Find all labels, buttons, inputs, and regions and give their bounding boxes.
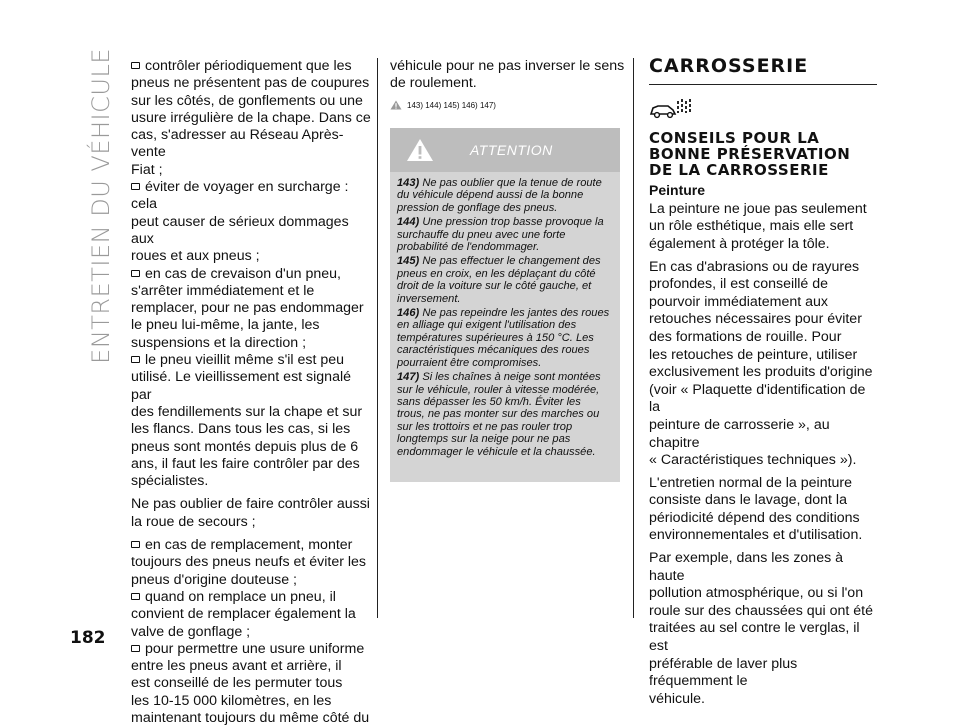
- text-line: exclusivement les produits d'origine: [649, 364, 873, 381]
- text-line: [131, 456, 371, 473]
- text-line: [131, 248, 371, 265]
- text-line: retouches nécessaires pour éviter: [649, 311, 862, 328]
- line-text: utilisé. Le vieillissement est signalé par: [131, 369, 352, 403]
- line-text: suspensions et la direction ;: [131, 334, 307, 351]
- line-text: roues et aux pneus ;: [131, 248, 260, 265]
- text-line: [131, 369, 371, 404]
- text-line: En cas d'abrasions ou de rayures: [649, 258, 860, 275]
- bullet-line: [131, 537, 371, 554]
- line-text: éviter de voyager en surcharge : cela: [131, 179, 349, 213]
- paragraph: [649, 475, 877, 545]
- text-column-1: [131, 58, 371, 727]
- text-line: [131, 93, 371, 110]
- text-line: [131, 214, 371, 249]
- line-text: convient de remplacer également la: [131, 606, 356, 623]
- text-line: consiste dans le lavage, dont la: [649, 492, 847, 509]
- text-line: [131, 675, 371, 692]
- line-text: les flancs. Dans tous les cas, si les: [131, 421, 351, 438]
- car-wash-icon: [649, 97, 695, 119]
- text-line: (voir « Plaquette d'identification de la: [649, 381, 866, 416]
- line-text: Ne pas oublier de faire contrôler aussi: [131, 496, 370, 513]
- attention-item: [397, 177, 610, 214]
- text-line: roule sur des chaussées qui ont été: [649, 602, 873, 619]
- text-line: véhicule.: [649, 690, 705, 707]
- bullet-box-icon: [131, 62, 140, 69]
- heading-peinture: Peinture: [649, 182, 706, 199]
- text-line: également à protéger la tôle.: [649, 235, 830, 252]
- attention-item: [397, 216, 610, 253]
- column-divider: [633, 58, 634, 618]
- text-line: peinture de carrosserie », au chapitre: [649, 416, 830, 451]
- text-line: La peinture ne joue pas seulement: [649, 200, 867, 217]
- bullet-line: [131, 352, 371, 369]
- attention-item-text: Ne pas effectuer le changement des pneus en croix, en les déplaçant du côté droit de la voiture sur le côté gauche, et inversement.: [397, 255, 601, 305]
- text-line: [131, 710, 371, 727]
- attention-item-text: Ne pas oublier que la tenue de route du véhicule dépend aussi de la bonne pression de gonflage des pneus.: [397, 177, 602, 214]
- text-line: [131, 693, 371, 710]
- line-text: entre les pneus avant et arrière, il: [131, 658, 342, 675]
- text-line: un rôle esthétique, mais elle sert: [649, 218, 854, 235]
- text-line: pourvoir immédiatement aux: [649, 293, 828, 310]
- line-text: le pneu vieillit même s'il est peu: [145, 352, 345, 369]
- bullet-box-icon: [131, 593, 140, 600]
- bullet-box-icon: [131, 356, 140, 363]
- text-line: [131, 421, 371, 438]
- page-number: 182: [70, 628, 106, 648]
- attention-item: [397, 371, 610, 458]
- line-text: pneus sont montés depuis plus de 6: [131, 438, 359, 455]
- text-column-2: [390, 58, 626, 114]
- text-line: [131, 554, 371, 571]
- attention-header: [390, 128, 620, 172]
- bullet-line: [131, 266, 371, 283]
- text-column-4: [649, 55, 877, 713]
- text-line: [131, 658, 371, 675]
- text-line: [131, 514, 371, 531]
- text-line: [131, 439, 371, 456]
- line-text: le pneu lui-même, la jante, les: [131, 317, 320, 334]
- text-line: [131, 162, 371, 179]
- attention-title: ATTENTION: [470, 142, 553, 158]
- text-line: de roulement.: [390, 75, 477, 92]
- line-text: pneus ne présentent pas de coupures: [131, 75, 370, 92]
- line-text: est conseillé de les permuter tous: [131, 675, 343, 692]
- paragraph: [649, 550, 877, 708]
- side-chapter-title: [86, 48, 116, 368]
- line-text: en cas de crevaison d'un pneu,: [145, 265, 341, 282]
- text-line: pollution atmosphérique, ou si l'on: [649, 585, 864, 602]
- bullet-box-icon: [131, 541, 140, 548]
- attention-item-text: Si les chaînes à neige sont montées sur le véhicule, rouler à vitesse modérée, sans dépasser les 50 km/h. Éviter les trous, ne pas monter sur des marches ou sur les trottoirs et ne pas rouler trop longtemps sur la neige pour ne pas endommager le véhicule et la chaussée.: [397, 371, 601, 458]
- subsection-title-line: CONSEILS POUR LA: [649, 129, 820, 148]
- paragraphs: [649, 201, 877, 709]
- warning-triangle-icon: [406, 138, 434, 162]
- line-text: pour permettre une usure uniforme: [145, 640, 365, 657]
- line-text: peut causer de sérieux dommages aux: [131, 213, 349, 247]
- text-line: L'entretien normal de la peinture: [649, 474, 853, 491]
- line-text: les 10-15 000 kilomètres, en les: [131, 692, 332, 709]
- attention-item-number: 144): [397, 216, 420, 229]
- line-text: des fendillements sur la chape et sur: [131, 403, 363, 420]
- paragraph: [649, 259, 877, 470]
- section-rule: [649, 84, 877, 85]
- text-line: [131, 496, 371, 513]
- section-title: CARROSSERIE: [649, 55, 809, 77]
- text-line: [131, 317, 371, 334]
- text-line: [131, 606, 371, 623]
- bullet-box-icon: [131, 645, 140, 652]
- text-line: environnementales et d'utilisation.: [649, 527, 863, 544]
- line-text: toujours des pneus neufs et éviter les: [131, 554, 367, 571]
- attention-item: [397, 255, 610, 305]
- line-text: en cas de remplacement, monter: [145, 537, 353, 554]
- bullet-line: [131, 179, 371, 214]
- side-chapter-title-text: ENTRETIEN DU VÉHICULE: [87, 48, 115, 364]
- text-line: préférable de laver plus fréquemment le: [649, 655, 798, 690]
- warning-triangle-icon: [390, 100, 402, 110]
- text-line: véhicule pour ne pas inverser le sens: [390, 58, 625, 74]
- bullet-box-icon: [131, 270, 140, 277]
- text-line: [131, 335, 371, 352]
- bullet-line: [131, 589, 371, 606]
- line-text: s'arrêter immédiatement et le: [131, 282, 315, 299]
- text-line: [131, 300, 371, 317]
- subsection-title: [649, 130, 877, 178]
- line-text: contrôler périodiquement que les: [145, 58, 352, 74]
- text-line: [131, 283, 371, 300]
- attention-body: [390, 172, 620, 458]
- attention-item-number: 143): [397, 177, 420, 189]
- warning-reference-numbers: 143) 144) 145) 146) 147): [407, 100, 496, 110]
- subsection-title-line: DE LA CARROSSERIE: [649, 161, 829, 180]
- bullet-line: [131, 58, 371, 75]
- text-line: [131, 572, 371, 589]
- line-text: pneus d'origine douteuse ;: [131, 571, 297, 588]
- text-line: profondes, il est conseillé de: [649, 276, 829, 293]
- line-text: cas, s'adresser au Réseau Après-vente: [131, 127, 344, 161]
- text-line: Par exemple, dans les zones à haute: [649, 550, 844, 584]
- line-text: remplacer, pour ne pas endommager: [131, 300, 364, 317]
- attention-item-number: 146): [397, 307, 420, 320]
- text-line: [131, 624, 371, 641]
- attention-item-number: 145): [397, 255, 420, 268]
- line-text: maintenant toujours du même côté du: [131, 709, 370, 726]
- subsection-title-line: BONNE PRÉSERVATION: [649, 145, 851, 164]
- warning-references: [390, 97, 626, 114]
- line-text: quand on remplace un pneu, il: [145, 588, 336, 605]
- text-line: [131, 127, 371, 162]
- line-text: ans, il faut les faire contrôler par des: [131, 455, 360, 472]
- line-text: usure irrégulière de la chape. Dans ce: [131, 109, 371, 126]
- text-line: des formations de rouille. Pour: [649, 328, 842, 345]
- text-line: [131, 75, 371, 92]
- text-line: traitées au sel contre le verglas, il est: [649, 620, 860, 655]
- line-text: valve de gonflage ;: [131, 623, 251, 640]
- line-text: Fiat ;: [131, 161, 163, 178]
- text-line: [131, 473, 371, 490]
- bullet-box-icon: [131, 183, 140, 190]
- bullet-line: [131, 641, 371, 658]
- text-line: [131, 110, 371, 127]
- attention-item-text: Ne pas repeindre les jantes des roues en alliage qui exigent l'utilisation des températures supérieures à 150 °C. Les caractéristiques mécaniques des roues pourraient être compromises.: [397, 307, 610, 369]
- line-text: la roue de secours ;: [131, 513, 256, 530]
- text-line: [131, 404, 371, 421]
- attention-item-number: 147): [397, 371, 420, 384]
- attention-item-text: Une pression trop basse provoque la surchauffe du pneu avec une forte probabilité de l'endommager.: [397, 216, 604, 254]
- text-line: périodicité dépend des conditions: [649, 509, 860, 526]
- attention-item: [397, 307, 610, 369]
- paragraph: [649, 201, 877, 254]
- line-text: spécialistes.: [131, 473, 209, 490]
- text-line: les retouches de peinture, utiliser: [649, 346, 858, 363]
- line-text: sur les côtés, de gonflements ou une: [131, 92, 363, 109]
- column-divider: [377, 58, 378, 618]
- text-line: « Caractéristiques techniques »).: [649, 452, 857, 469]
- attention-box: [390, 128, 620, 482]
